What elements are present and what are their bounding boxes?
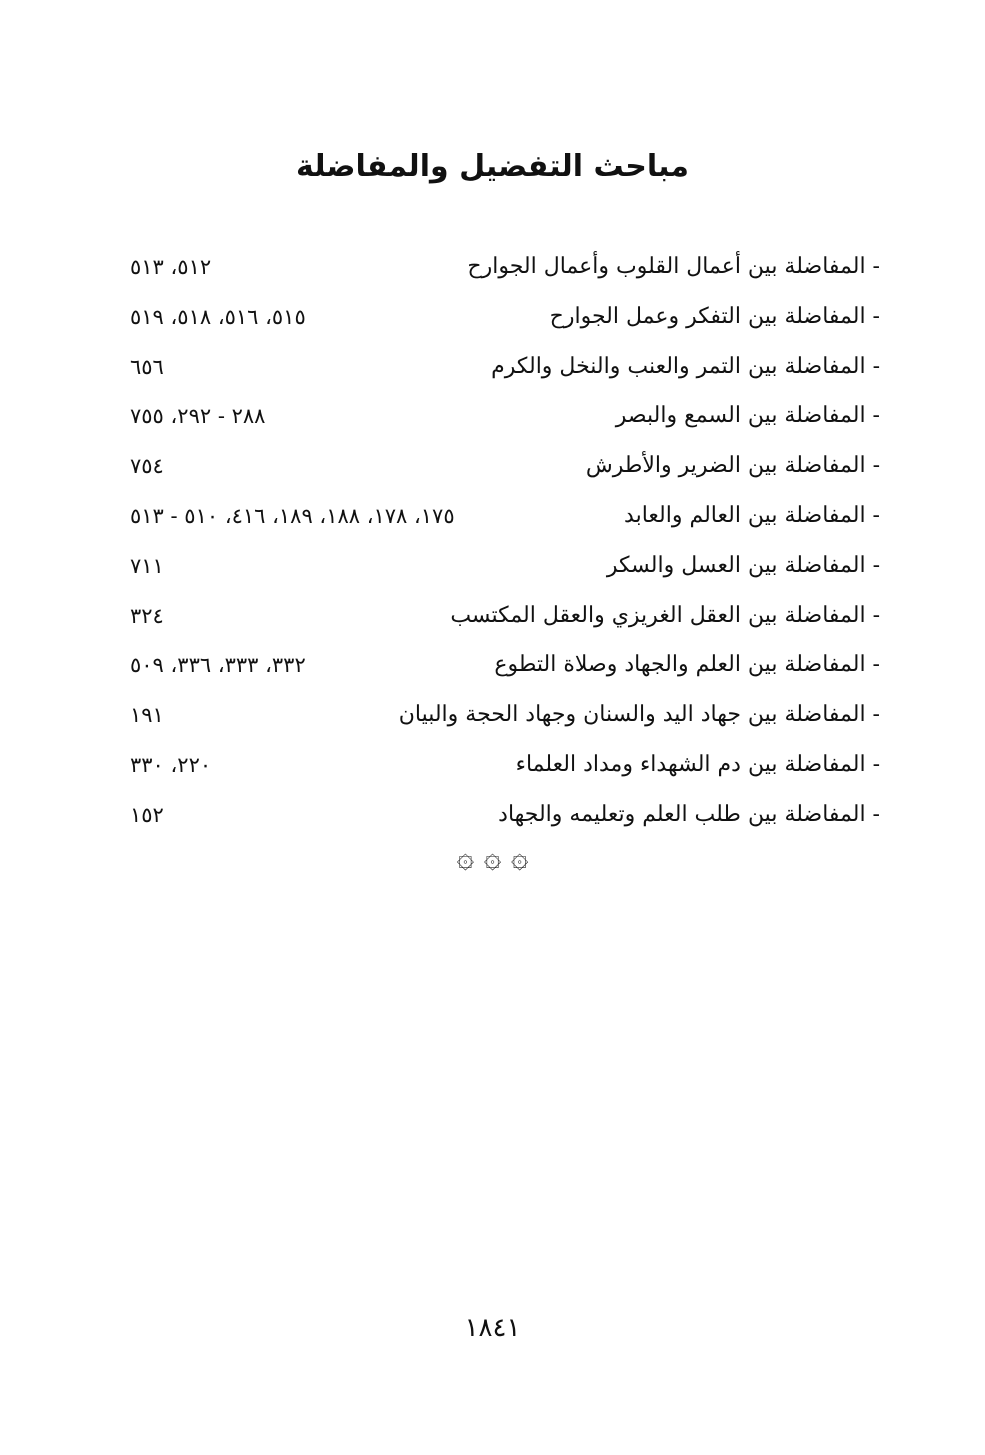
list-item [125, 493, 880, 543]
page-number: ١٨٤١ [464, 1313, 521, 1343]
list-item [125, 244, 880, 294]
entry-text: - المفاضلة بين العلم والجهاد وصلاة التطوع [494, 652, 880, 678]
list-item [125, 692, 880, 742]
index-list [125, 244, 880, 842]
entry-text: - المفاضلة بين العالم والعابد [624, 502, 880, 528]
list-item [125, 742, 880, 792]
entry-pages: ٣٢٤ [130, 603, 164, 628]
entry-text: - المفاضلة بين طلب العلم وتعليمه والجهاد [498, 801, 880, 827]
entry-text: - المفاضلة بين التمر والعنب والنخل والكرم [491, 353, 880, 379]
entry-pages: ١٧٥، ١٧٨، ١٨٨، ١٨٩، ٤١٦، ٥١٠ - ٥١٣ [130, 503, 455, 528]
entry-pages: ٢٨٨ - ٢٩٢، ٧٥٥ [130, 404, 266, 429]
entry-pages: ٥١٥، ٥١٦، ٥١٨، ٥١٩ [130, 304, 306, 329]
entry-text: - المفاضلة بين جهاد اليد والسنان وجهاد الحجة والبيان [398, 702, 880, 728]
list-item [125, 792, 880, 842]
entry-text: - المفاضلة بين العسل والسكر [606, 552, 880, 578]
list-item [125, 443, 880, 493]
entry-pages: ٧١١ [130, 553, 164, 578]
ornament-separator: ۞ ۞ ۞ [456, 840, 529, 875]
entry-text: - المفاضلة بين أعمال القلوب وأعمال الجوارح [467, 254, 880, 279]
entry-pages: ١٩١ [130, 703, 164, 728]
page-title: مباحث التفضيل والمفاضلة [296, 149, 689, 184]
list-item [125, 344, 880, 394]
entry-text: - المفاضلة بين دم الشهداء ومداد العلماء [515, 751, 880, 777]
entry-text: - المفاضلة بين التفكر وعمل الجوارح [549, 303, 880, 329]
list-item [125, 593, 880, 643]
entry-text: - المفاضلة بين العقل الغريزي والعقل المكتسب [450, 602, 880, 628]
entry-pages: ٧٥٤ [130, 454, 164, 479]
entry-text: - المفاضلة بين السمع والبصر [615, 403, 880, 429]
entry-text: - المفاضلة بين الضرير والأطرش [585, 453, 880, 479]
list-item [125, 294, 880, 344]
entry-pages: ٢٢٠، ٣٣٠ [130, 752, 212, 777]
list-item [125, 543, 880, 593]
entry-pages: ٥١٢، ٥١٣ [130, 255, 212, 279]
entry-pages: ١٥٢ [130, 802, 164, 827]
list-item [125, 393, 880, 443]
entry-pages: ٣٣٢، ٣٣٣، ٣٣٦، ٥٠٩ [130, 653, 306, 678]
list-item [125, 642, 880, 692]
entry-pages: ٦٥٦ [130, 354, 164, 379]
